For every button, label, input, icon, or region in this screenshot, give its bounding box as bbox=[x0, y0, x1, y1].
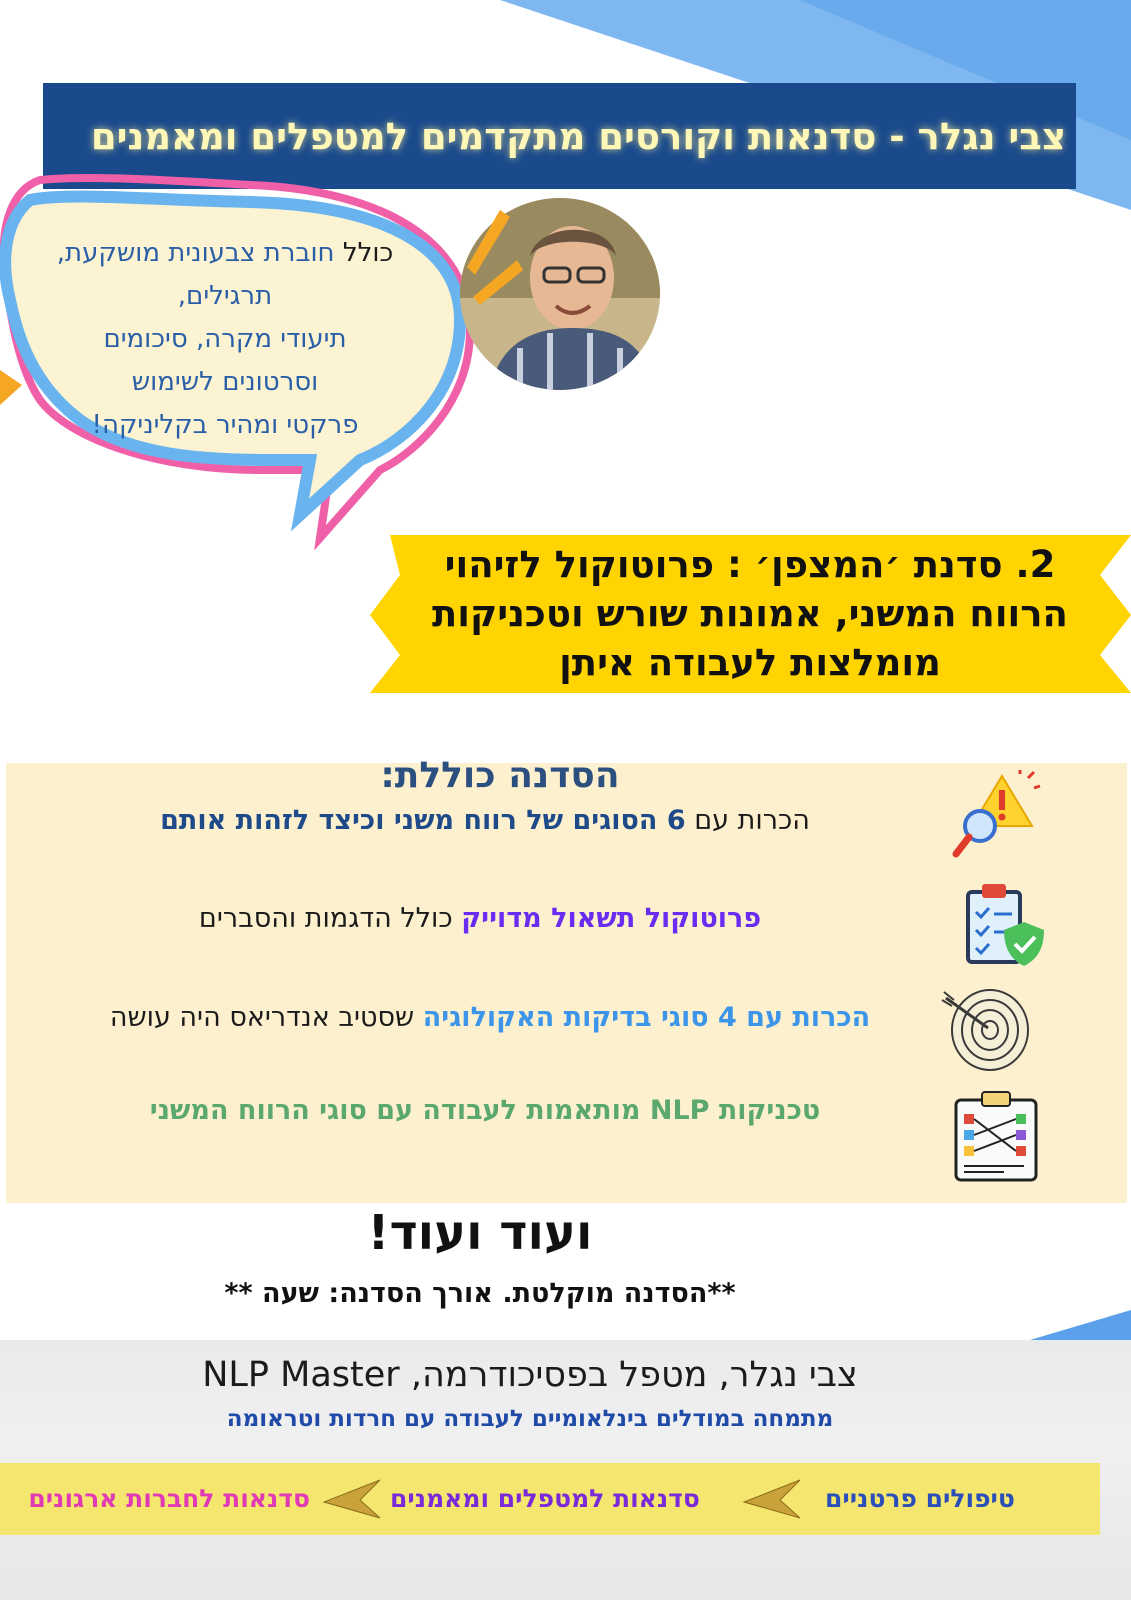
include-item-4-highlight: טכניקות NLP מותאמות לעבודה עם סוגי הרווח המשני bbox=[149, 1095, 821, 1126]
page-title: צבי נגלר - סדנאות וקורסים מתקדמים למטפלים ומאמנים bbox=[90, 114, 1066, 158]
clipboard-shield-icon bbox=[958, 878, 1050, 970]
magnifier-alert-icon bbox=[950, 770, 1042, 862]
bubble-line-3: תיעודי מקרה, סיכומים bbox=[103, 324, 347, 354]
workshop-title-line-3: מומלצות לעבודה איתן bbox=[559, 641, 941, 684]
workshop-title-line-1: 2. סדנת ׳המצפן׳ : פרוטוקול לזיהוי bbox=[444, 543, 1056, 586]
bubble-lead: כולל bbox=[342, 238, 394, 268]
service-therapist-workshops: סדנאות למטפלים ומאמנים bbox=[390, 1484, 700, 1513]
recording-note: **הסדנה מוקלטת. אורך הסדנה: שעה ** bbox=[224, 1278, 736, 1309]
arrow-icon bbox=[320, 1472, 380, 1524]
bubble-line-4: וסרטונים לשימוש bbox=[131, 367, 319, 397]
include-item-3 bbox=[20, 1002, 960, 1033]
target-arrow-icon bbox=[940, 980, 1032, 1072]
include-item-1-plain: הכרות עם bbox=[694, 805, 810, 836]
bubble-line-5: פרקטי ומהיר בקליניקה! bbox=[91, 410, 359, 440]
arrow-icon bbox=[740, 1472, 800, 1524]
include-item-2-plain: כולל הדגמות והסברים bbox=[198, 903, 453, 934]
bubble-line-1: חוברת צבעונית מושקעת, bbox=[56, 238, 335, 268]
service-organization-workshops: סדנאות לחברות ארגונים bbox=[28, 1484, 310, 1513]
bubble-line-2: תרגילים, bbox=[177, 281, 273, 311]
presenter-name: צבי נגלר, מטפל בפסיכודרמה, NLP Master bbox=[202, 1355, 858, 1395]
include-item-1-highlight: 6 הסוגים של רווח משני וכיצד לזהות אותם bbox=[160, 805, 686, 836]
clipboard-diagram-icon bbox=[950, 1090, 1042, 1182]
workshop-title bbox=[400, 540, 1100, 687]
presenter-specialty: מתמחה במודלים בינלאומיים לעבודה עם חרדות וטראומה bbox=[226, 1406, 834, 1432]
include-item-2 bbox=[120, 903, 840, 934]
workshop-title-line-2: הרווח המשני, אמונות שורש וטכניקות bbox=[432, 592, 1068, 635]
service-private-therapy: טיפולים פרטניים bbox=[825, 1484, 1015, 1513]
spark-decoration bbox=[455, 205, 525, 315]
include-item-4 bbox=[60, 1095, 910, 1126]
include-item-2-highlight: פרוטוקול תשאול מדוייק bbox=[461, 903, 762, 934]
include-item-3-plain: שסטיב אנדריאס היה עושה bbox=[109, 1002, 415, 1033]
bubble-text bbox=[20, 232, 430, 447]
include-item-1 bbox=[80, 805, 890, 836]
more-heading: ועוד ועוד! bbox=[367, 1205, 593, 1261]
include-item-3-highlight: הכרות עם 4 סוגי בדיקות האקולוגיה bbox=[422, 1002, 871, 1033]
includes-title: הסדנה כוללת: bbox=[380, 755, 620, 796]
